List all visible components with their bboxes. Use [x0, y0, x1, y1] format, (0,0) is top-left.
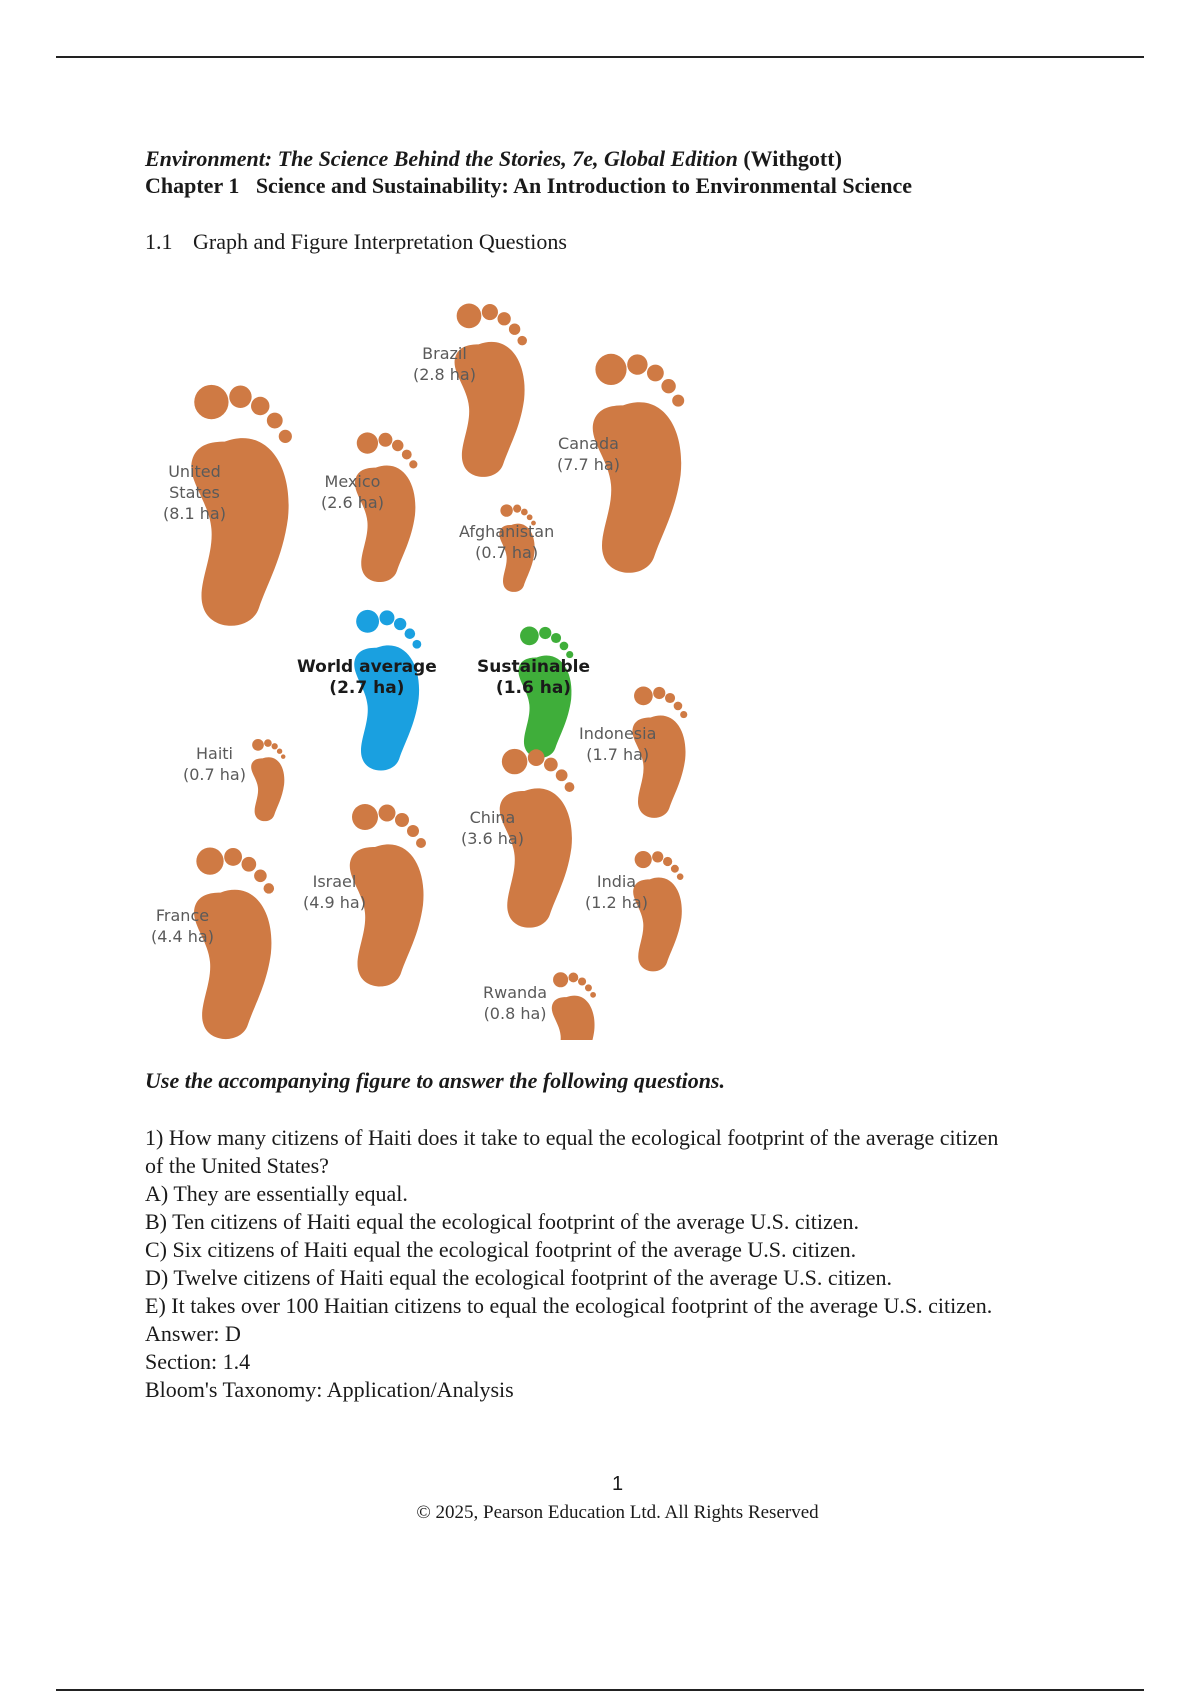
- book-title-line: [145, 145, 912, 172]
- question-meta: Section: 1.4: [145, 1349, 251, 1374]
- footprint-label-canada: [557, 433, 620, 475]
- footprint-label-line: (7.7 ha): [557, 455, 620, 474]
- section-heading: [145, 229, 567, 255]
- answer-option: B) Ten citizens of Haiti equal the ecological footprint of the average U.S. citizen.: [145, 1209, 860, 1234]
- footprint-toe: [281, 754, 286, 759]
- footprint-toe: [544, 758, 558, 772]
- footprint-toe: [513, 505, 521, 513]
- question-text-line: of the United States?: [145, 1153, 329, 1178]
- footprint-toe: [665, 693, 675, 703]
- footprint-label-line: United: [168, 462, 221, 481]
- footprint-label-israel: [303, 871, 366, 913]
- footprint-toe: [627, 354, 647, 374]
- footprint-toe: [517, 336, 527, 346]
- footprint-toe: [267, 413, 283, 429]
- footprint-toe: [254, 870, 267, 883]
- chapter-title: Chapter 1 Science and Sustainability: An Introduction to Environmental Science: [145, 173, 913, 198]
- footprint-label-line: Afghanistan: [459, 522, 555, 541]
- footprint-label-indonesia: [579, 723, 656, 765]
- footprint-toe: [357, 432, 378, 453]
- footprint-sole: [552, 996, 595, 1040]
- footprint-toe: [595, 354, 626, 385]
- footprint-label-china: [461, 807, 524, 849]
- footprint-label-world-average: [297, 657, 437, 699]
- footprint-toe: [405, 628, 416, 639]
- footprint-toe: [527, 514, 533, 520]
- document-header: [145, 145, 912, 199]
- footprint-label-line: (0.7 ha): [475, 543, 539, 562]
- footprint-label-afghanistan: [459, 521, 554, 563]
- footprint-toe: [500, 504, 512, 516]
- instructions: Use the accompanying figure to answer the following questions.: [145, 1068, 725, 1093]
- footprint-toe: [585, 984, 592, 991]
- footprint-label-rwanda: [483, 982, 547, 1024]
- footprint-label-line: (1.2 ha): [585, 893, 648, 912]
- footprint-label-india: [585, 871, 648, 913]
- footprint-haiti: [251, 739, 285, 821]
- footprint-label-line: States: [169, 483, 220, 502]
- footprint-toe: [277, 749, 282, 754]
- footprint-toe: [272, 743, 278, 749]
- section-title: Graph and Figure Interpretation Questions: [193, 229, 567, 254]
- footprint-toe: [457, 304, 482, 329]
- footprint-toe: [279, 430, 292, 443]
- footprint-sole: [593, 402, 681, 573]
- footprint-toe: [652, 851, 663, 862]
- footprint-toe: [356, 610, 379, 633]
- answer-option: D) Twelve citizens of Haiti equal the ecological footprint of the average U.S. citizen.: [145, 1265, 893, 1290]
- footprint-sole: [251, 757, 284, 821]
- footprint-rwanda: [552, 972, 596, 1040]
- footprint-label-line: Mexico: [324, 472, 381, 491]
- footprint-toe: [528, 749, 545, 766]
- footprint-label-line: France: [155, 906, 210, 925]
- footprint-label-line: Canada: [558, 434, 619, 453]
- footprint-label-line: Israel: [312, 872, 357, 891]
- footprint-label-mexico: [321, 471, 384, 513]
- footprint-label-line: India: [596, 872, 637, 891]
- footprint-label-line: Brazil: [422, 344, 467, 363]
- footprint-toe: [680, 711, 687, 718]
- footprint-label-line: (2.8 ha): [413, 365, 476, 384]
- footprint-label-line: World average: [297, 657, 437, 677]
- footprint-label-line: China: [469, 808, 516, 827]
- footprint-label-line: (1.7 ha): [586, 745, 650, 764]
- footprint-toe: [194, 385, 228, 419]
- page-number: 1: [611, 1473, 624, 1495]
- bottom-rule: [56, 1689, 1144, 1691]
- footprint-toe: [394, 618, 406, 630]
- footprint-toe: [395, 813, 409, 827]
- footprint-toe: [352, 804, 378, 830]
- footprint-toe: [677, 873, 684, 880]
- footprint-toe: [264, 883, 275, 894]
- answer-option: E) It takes over 100 Haitian citizens to equal the ecological footprint of the average U.S. citizen.: [145, 1293, 993, 1318]
- footprint-toe: [634, 686, 653, 705]
- footprint-toe: [647, 365, 664, 382]
- footprint-toe: [521, 509, 528, 516]
- footprint-toe: [653, 687, 665, 699]
- footprint-toe: [635, 851, 652, 868]
- footprint-toe: [378, 433, 392, 447]
- footprint-label-line: (1.6 ha): [495, 678, 572, 698]
- question-text-line: 1) How many citizens of Haiti does it take to equal the ecological footprint of the average citizen: [145, 1125, 999, 1150]
- question-meta: Bloom's Taxonomy: Application/Analysis: [145, 1377, 514, 1402]
- footprint-label-line: (4.9 ha): [303, 893, 366, 912]
- footprint-toe: [560, 642, 569, 651]
- footprint-toe: [412, 640, 421, 649]
- footprint-toe: [553, 972, 568, 987]
- ecological-footprint-figure: [145, 285, 695, 1040]
- answer-option: A) They are essentially equal.: [145, 1181, 408, 1206]
- footprint-toe: [672, 395, 684, 407]
- footprint-toe: [556, 769, 568, 781]
- footprint-label-line: (0.7 ha): [183, 765, 246, 784]
- footprint-toe: [661, 379, 675, 393]
- footprint-toe: [392, 440, 403, 451]
- footprint-toe: [590, 992, 596, 998]
- footprint-label-haiti: [183, 743, 246, 785]
- section-number: 1.1: [145, 229, 173, 254]
- footprint-label-line: (2.7 ha): [329, 678, 405, 698]
- footprint-label-line: Haiti: [195, 744, 233, 763]
- footprint-toe: [498, 312, 511, 325]
- footprint-label-line: (2.6 ha): [321, 493, 384, 512]
- footprint-toe: [502, 749, 527, 774]
- book-title: Environment: The Science Behind the Stories, 7e, Global Edition: [145, 146, 738, 171]
- footprint-label-line: (4.4 ha): [151, 927, 214, 946]
- footprint-toe: [264, 739, 272, 747]
- footprint-toe: [671, 865, 679, 873]
- footprint-toe: [565, 782, 575, 792]
- footprint-label-line: (0.8 ha): [483, 1004, 547, 1023]
- footprint-label-line: Indonesia: [579, 724, 657, 743]
- top-rule: [56, 56, 1144, 58]
- footprint-toe: [379, 805, 396, 822]
- author: (Withgott): [743, 146, 842, 171]
- footprint-toe: [252, 739, 264, 751]
- footprint-toe: [379, 610, 394, 625]
- footprint-label-brazil: [413, 343, 476, 385]
- footprint-label-line: (3.6 ha): [461, 829, 524, 848]
- footprint-toe: [251, 397, 269, 415]
- answer-option: C) Six citizens of Haiti equal the ecological footprint of the average U.S. citizen.: [145, 1237, 857, 1262]
- footprint-toe: [509, 324, 520, 335]
- footprint-toe: [568, 973, 578, 983]
- footprint-toe: [674, 702, 683, 711]
- footprint-toe: [539, 627, 551, 639]
- footprint-toe: [409, 460, 417, 468]
- footprint-label-france: [151, 905, 214, 947]
- footprint-toe: [520, 626, 539, 645]
- footprint-label-line: (8.1 ha): [163, 504, 226, 523]
- footprint-toe: [224, 848, 242, 866]
- copyright: © 2025, Pearson Education Ltd. All Rights Reserved: [416, 1502, 819, 1523]
- question-meta: Answer: D: [145, 1321, 241, 1346]
- footprint-toe: [416, 838, 426, 848]
- footprint-label-united-states: [163, 461, 226, 524]
- footprint-toe: [407, 825, 419, 837]
- footprint-toe: [551, 633, 561, 643]
- footprint-toe: [578, 977, 586, 985]
- footprint-brazil: [455, 304, 527, 477]
- question-1: [145, 1124, 1105, 1404]
- footprint-toe: [242, 857, 257, 872]
- footprint-toe: [402, 450, 412, 460]
- footprint-label-line: Sustainable: [477, 657, 590, 677]
- footprint-toe: [482, 304, 498, 320]
- footprint-sole: [350, 844, 424, 986]
- footprint-toe: [229, 386, 251, 408]
- footprint-toe: [196, 847, 223, 874]
- footprint-toe: [663, 857, 672, 866]
- footprint-label-sustainable: [477, 657, 590, 699]
- footprint-label-line: Rwanda: [483, 983, 548, 1002]
